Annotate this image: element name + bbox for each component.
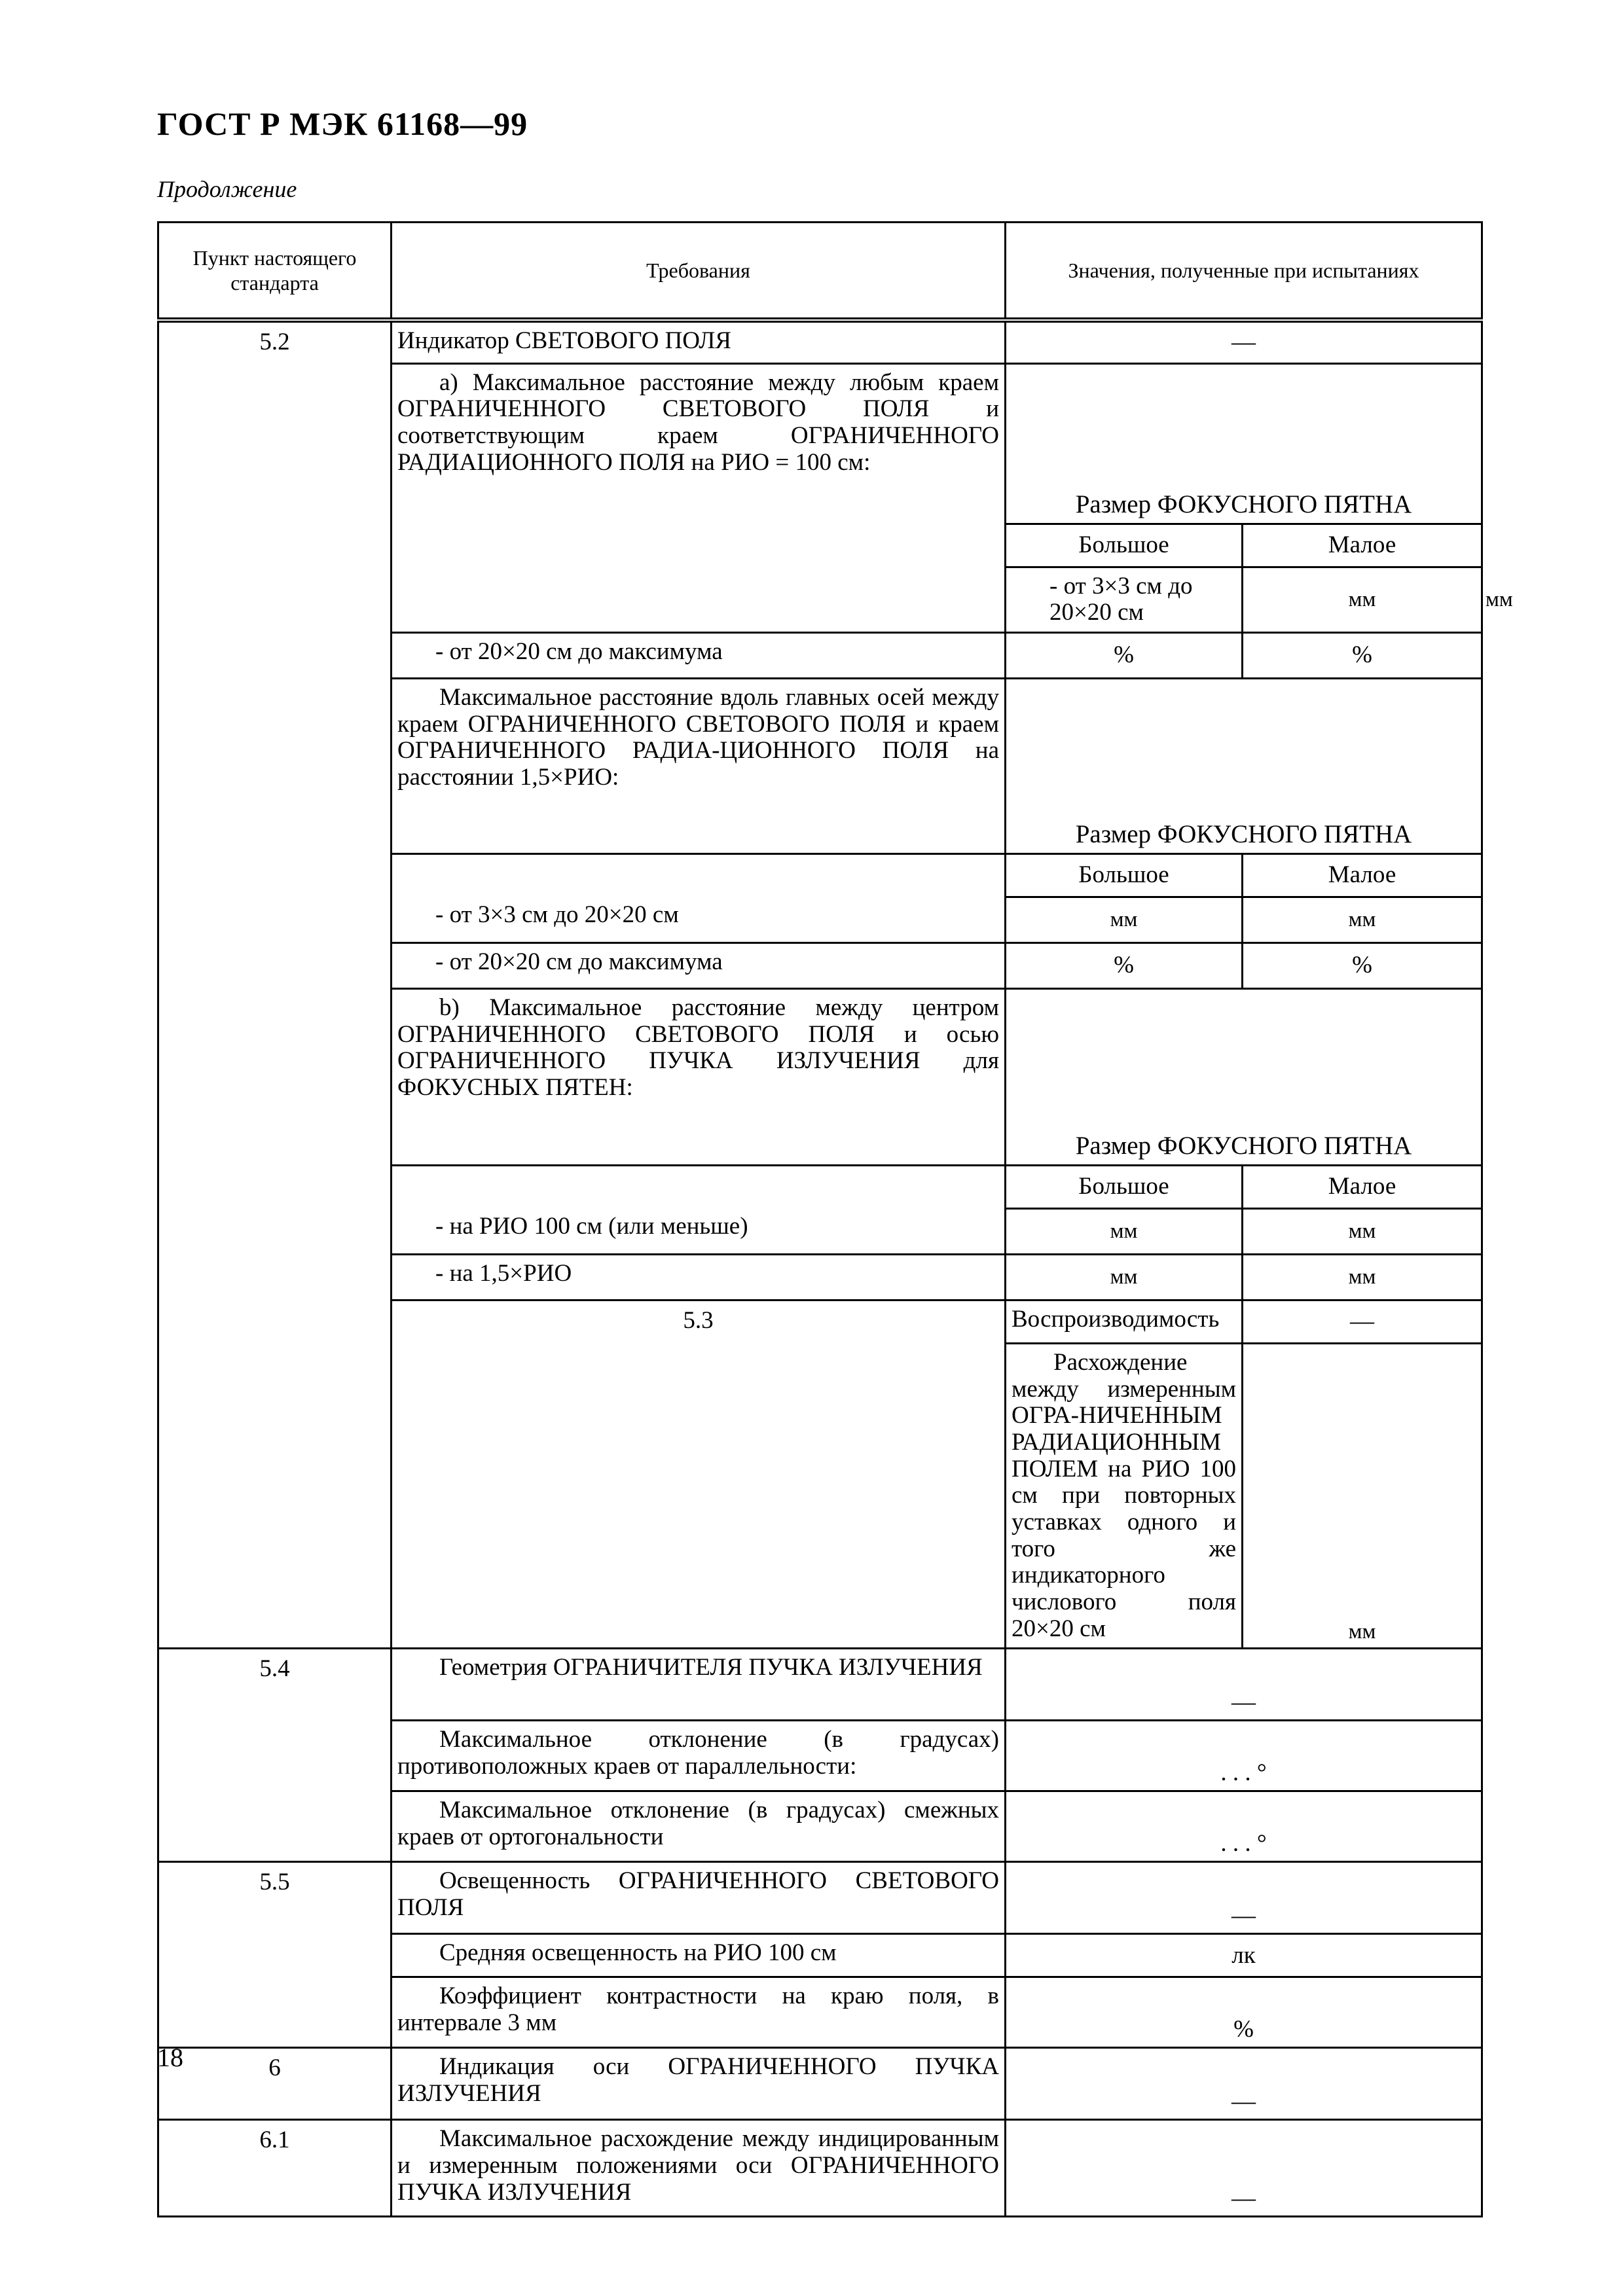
requirement-text bbox=[392, 363, 1006, 632]
continuation-label: Продолжение bbox=[157, 176, 297, 202]
clause-number: 6 bbox=[158, 2048, 392, 2120]
table-row bbox=[158, 320, 1482, 363]
header-test-values: Значения, полученные при испытаниях bbox=[1006, 223, 1482, 321]
header-requirements: Требования bbox=[392, 223, 1006, 321]
test-value: — bbox=[1006, 1649, 1482, 1721]
requirement-text: - от 3×3 см до 20×20 см bbox=[1006, 567, 1243, 632]
test-value: % bbox=[1243, 942, 1482, 988]
small-label: Малое bbox=[1243, 1165, 1482, 1208]
test-value: мм bbox=[1006, 1208, 1243, 1254]
test-value: . . . ° bbox=[1006, 1721, 1482, 1791]
test-value: мм bbox=[1006, 1254, 1243, 1300]
requirement-paragraph: Максимальное расстояние вдоль главных осей между краем ОГРАНИЧЕННОГО СВЕТОВОГО ПОЛЯ и краем ОГРАНИЧЕННОГО РАДИА-ЦИОННОГО ПОЛЯ на расстоянии 1,5×РИО: bbox=[397, 683, 999, 791]
requirement-text bbox=[392, 1649, 1006, 1721]
requirement-text: Индикатор СВЕТОВОГО ПОЛЯ bbox=[392, 320, 1006, 363]
requirement-text bbox=[392, 1934, 1006, 1977]
requirement-text bbox=[392, 2120, 1006, 2217]
clause-number: 5.5 bbox=[158, 1862, 392, 2048]
test-value: мм bbox=[1006, 897, 1243, 942]
test-value: % bbox=[1006, 1977, 1482, 2048]
requirement-text bbox=[392, 988, 1006, 1165]
requirement-text bbox=[1006, 1343, 1243, 1649]
test-value: мм bbox=[1243, 897, 1482, 942]
large-label: Большое bbox=[1006, 1165, 1243, 1208]
test-value: % bbox=[1006, 942, 1243, 988]
large-label: Большое bbox=[1006, 524, 1243, 567]
requirement-paragraph: Максимальное отклонение (в градусах) смежных краев от ортогональности bbox=[397, 1797, 999, 1851]
requirement-text: Воспроизводимость bbox=[1006, 1300, 1243, 1343]
requirement-text: - от 20×20 см до максимума bbox=[392, 942, 1006, 988]
test-value: — bbox=[1243, 1300, 1482, 1343]
test-value: — bbox=[1006, 320, 1482, 363]
test-value: мм bbox=[1243, 1208, 1482, 1254]
requirement-paragraph: Максимальное отклонение (в градусах) противоположных краев от параллельности: bbox=[397, 1726, 999, 1780]
requirement-paragraph: Расхождение между измеренным ОГРА-НИЧЕННЫМ РАДИАЦИОННЫМ ПОЛЕМ на РИО 100 см при повторных уставках одного и того же индикаторного числового поля 20×20 см bbox=[1012, 1348, 1236, 1642]
table-header-row bbox=[158, 223, 1482, 321]
requirement-text bbox=[392, 2048, 1006, 2120]
requirement-paragraph: a) Максимальное расстояние между любым краем ОГРАНИЧЕННОГО СВЕТОВОГО ПОЛЯ и соответствующим краем ОГРАНИЧЕННОГО РАДИАЦИОННОГО ПОЛЯ на РИО = 100 см: bbox=[397, 368, 999, 476]
test-value: — bbox=[1006, 2048, 1482, 2120]
requirement-paragraph: Средняя освещенность на РИО 100 см bbox=[439, 1939, 837, 1967]
requirement-text bbox=[392, 1721, 1006, 1791]
test-value: мм bbox=[1243, 1343, 1482, 1649]
requirement-text: - на 1,5×РИО bbox=[392, 1254, 1006, 1300]
page-number: 18 bbox=[157, 2043, 183, 2072]
focal-size-header: Размер ФОКУСНОГО ПЯТНА bbox=[1006, 678, 1482, 853]
test-value: — bbox=[1006, 1862, 1482, 1934]
requirement-text bbox=[392, 1977, 1006, 2048]
clause-number: 5.3 bbox=[392, 1300, 1006, 1649]
test-value: % bbox=[1006, 632, 1243, 678]
document-code: ГОСТ Р МЭК 61168—99 bbox=[157, 105, 528, 142]
table-row bbox=[158, 2120, 1482, 2217]
requirement-paragraph: Максимальное расхождение между индицированным и измеренным положениями оси ОГРАНИЧЕННОГО ПУЧКА ИЗЛУЧЕНИЯ bbox=[397, 2125, 999, 2206]
test-value: % bbox=[1243, 632, 1482, 678]
requirements-table bbox=[157, 221, 1513, 2217]
requirement-text bbox=[392, 678, 1006, 853]
focal-size-header: Размер ФОКУСНОГО ПЯТНА bbox=[1006, 988, 1482, 1165]
requirement-text: - от 20×20 см до максимума bbox=[392, 632, 1006, 678]
large-label: Большое bbox=[1006, 853, 1243, 897]
small-label: Малое bbox=[1243, 853, 1482, 897]
table-row: - от 3×3 см до 20×20 см мм мм bbox=[158, 567, 1482, 632]
requirement-paragraph: Геометрия ОГРАНИЧИТЕЛЯ ПУЧКА ИЗЛУЧЕНИЯ bbox=[439, 1654, 983, 1681]
test-value: мм bbox=[1243, 1254, 1482, 1300]
table-row bbox=[158, 1649, 1482, 1721]
header-clause: Пункт настоящего стандарта bbox=[158, 223, 392, 321]
clause-number: 6.1 bbox=[158, 2120, 392, 2217]
requirement-text: - от 3×3 см до 20×20 см bbox=[392, 897, 1006, 942]
requirement-paragraph: Освещенность ОГРАНИЧЕННОГО СВЕТОВОГО ПОЛЯ bbox=[397, 1867, 999, 1922]
requirement-text: - на РИО 100 см (или меньше) bbox=[392, 1208, 1006, 1254]
clause-number: 5.2 bbox=[158, 320, 392, 1649]
test-value: лк bbox=[1006, 1934, 1482, 1977]
requirement-paragraph: Индикация оси ОГРАНИЧЕННОГО ПУЧКА ИЗЛУЧЕНИЯ bbox=[397, 2053, 999, 2108]
focal-size-header: Размер ФОКУСНОГО ПЯТНА bbox=[1006, 363, 1482, 524]
test-value: . . . ° bbox=[1006, 1791, 1482, 1862]
table-row bbox=[158, 2048, 1482, 2120]
clause-number: 5.4 bbox=[158, 1649, 392, 1862]
test-value: — bbox=[1006, 2120, 1482, 2217]
test-value: мм bbox=[1243, 567, 1482, 632]
table-row bbox=[158, 1862, 1482, 1934]
requirement-text bbox=[392, 1862, 1006, 1934]
requirement-text bbox=[392, 1791, 1006, 1862]
small-label: Малое bbox=[1243, 524, 1482, 567]
requirement-paragraph: Коэффициент контрастности на краю поля, в интервале 3 мм bbox=[397, 1982, 999, 2037]
requirement-paragraph: b) Максимальное расстояние между центром ОГРАНИЧЕННОГО СВЕТОВОГО ПОЛЯ и осью ОГРАНИЧЕННОГО ПУЧКА ИЗЛУЧЕНИЯ для ФОКУСНЫХ ПЯТЕН: bbox=[397, 994, 999, 1101]
